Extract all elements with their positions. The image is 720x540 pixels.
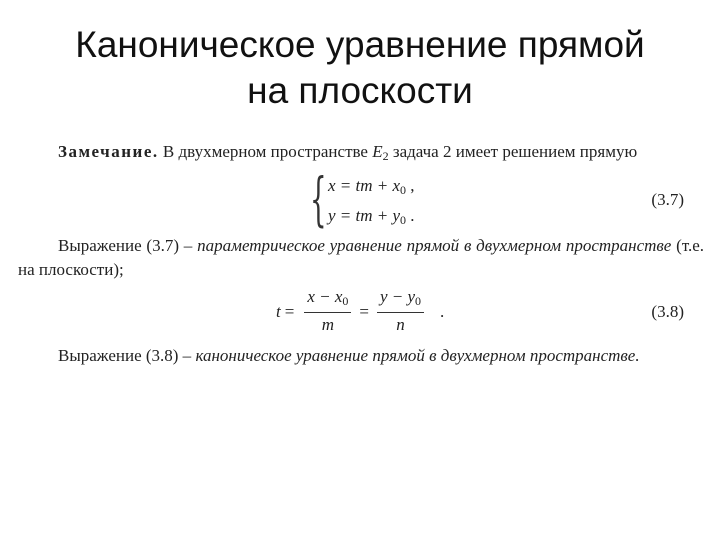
equals-sign-1: = [284,301,295,321]
eq1-lhs: x [328,176,336,195]
remark-paragraph [18,140,704,168]
frac1-num-sub: 0 [342,294,349,308]
remark-text-before: В двухмерном пространстве [158,142,373,161]
fraction-1 [304,286,351,337]
eq1-tail: , [406,176,415,195]
canon-italic: каноническое уравнение прямой в двухмерном пространстве. [195,346,640,365]
fraction-2-denominator: n [396,315,405,334]
canonical-equation [276,286,444,337]
system-equation-2 [328,204,415,232]
param-text-b: (т.е. на плоскости); [18,236,705,279]
fraction-2-numerator [377,286,424,313]
frac1-num: x − x [307,287,343,306]
eq1-rhs: = tm + x [335,176,401,195]
title-line-2: на плоскости [247,70,473,111]
canonical-lhs: t [276,301,281,321]
eq2-sub: 0 [400,213,407,227]
equation-number-3-8: (3.8) [651,302,684,321]
space-index: 2 [382,149,389,163]
eq2-lhs: y [328,206,336,225]
canonical-paragraph [18,344,704,368]
title-line-1: Каноническое уравнение прямой [75,24,645,65]
param-italic: параметрическое уравнение прямой в двухмерном пространстве [197,236,672,255]
frac2-num: y − y [379,287,416,306]
canonical-tail: . [440,301,445,321]
canon-text-a: Выражение (3.8) – [58,346,196,365]
slide-title [0,22,720,114]
fraction-2 [377,286,424,337]
system-formula [18,165,704,234]
remark-label: Замечание. [58,142,159,161]
frac2-num-sub: 0 [415,294,422,308]
system-equation-1 [328,174,415,202]
parametric-paragraph [18,234,704,282]
remark-text-after: задача 2 имеет решением прямую [388,142,638,161]
eq2-tail: . [406,206,415,225]
canonical-formula [18,282,704,344]
param-text-a: Выражение (3.7) – [58,236,198,255]
fraction-1-numerator [304,286,351,313]
left-brace: { [310,165,327,233]
fraction-1-denominator: m [321,315,334,334]
space-symbol: E [372,142,383,161]
equals-sign-2: = [359,301,369,321]
equation-number-3-7: (3.7) [651,190,684,209]
eq2-rhs: = tm + y [335,206,401,225]
document-body [18,140,704,368]
eq1-sub: 0 [400,183,407,197]
